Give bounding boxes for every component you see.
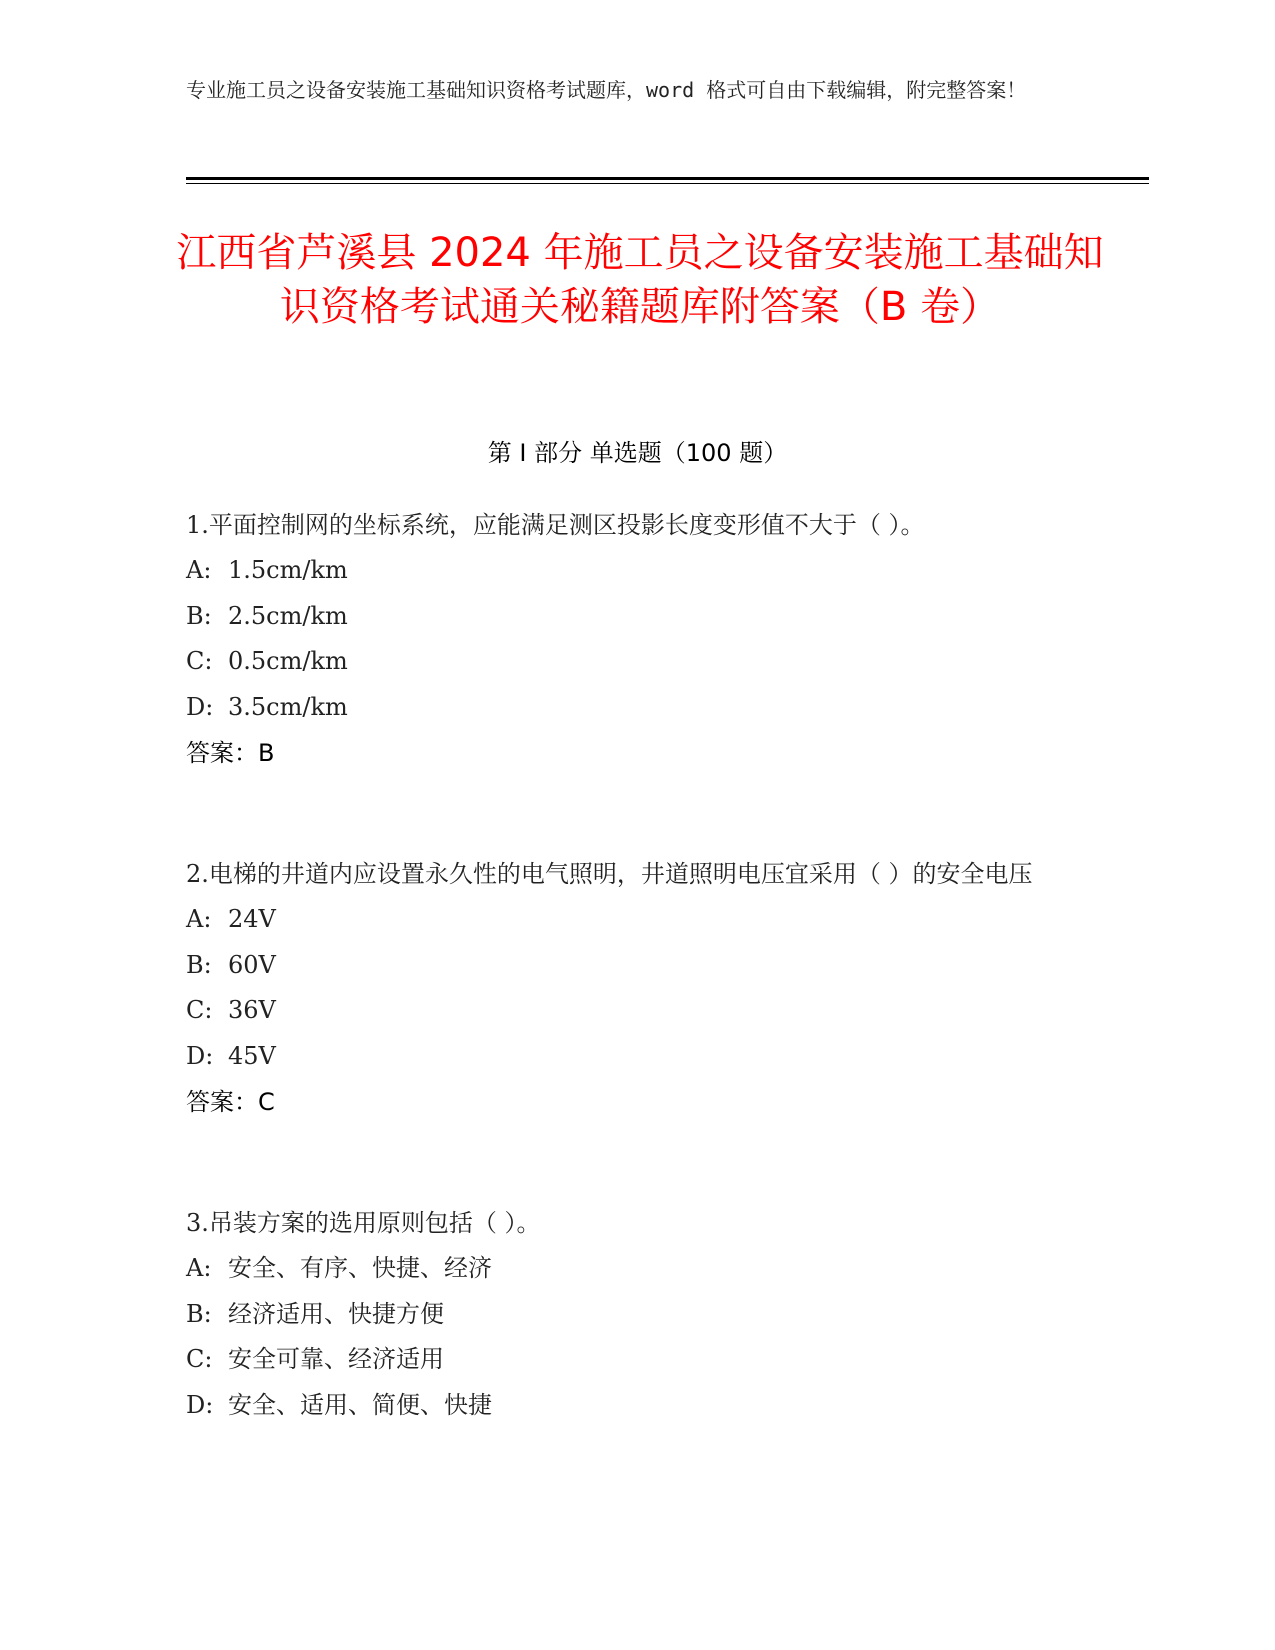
- option-text: 经济适用、快捷方便: [228, 1299, 444, 1328]
- question-text: 2.电梯的井道内应设置永久性的电气照明，井道照明电压宜采用（ ）的安全电压: [186, 860, 1033, 888]
- option-letter: C:: [186, 647, 213, 675]
- option-d: [186, 685, 1086, 731]
- option-letter: B:: [186, 601, 212, 630]
- option-text: 60V: [228, 950, 276, 979]
- option-d: [186, 1383, 1086, 1429]
- header-rule-thin: [186, 183, 1149, 184]
- option-letter: B:: [186, 1299, 212, 1328]
- option-text: 安全、有序、快捷、经济: [228, 1254, 492, 1282]
- option-text: 3.5cm/km: [228, 692, 348, 721]
- section-heading: 第 I 部分 单选题（100 题）: [487, 439, 788, 467]
- header-note: 专业施工员之设备安装施工基础知识资格考试题库，word 格式可自由下载编辑，附完整答案！: [186, 78, 1027, 102]
- question-text: 3.吊装方案的选用原则包括（ ）。: [186, 1209, 541, 1237]
- option-b: [186, 594, 1086, 640]
- document-title: 江西省芦溪县 2024 年施工员之设备安装施工基础知识资格考试通关秘籍题库附答案（B 卷）: [176, 230, 1104, 330]
- option-letter: A:: [186, 1254, 212, 1282]
- question-text: 1.平面控制网的坐标系统，应能满足测区投影长度变形值不大于（ ）。: [186, 511, 925, 539]
- option-text: 45V: [228, 1041, 276, 1070]
- question-3: [186, 1200, 1086, 1428]
- header-rule-thick: [186, 177, 1149, 180]
- option-d: [186, 1034, 1086, 1080]
- option-letter: D:: [186, 692, 214, 721]
- question-2: [186, 851, 1086, 1125]
- option-text: 24V: [228, 905, 276, 933]
- option-c: [186, 988, 1086, 1034]
- option-c: [186, 1337, 1086, 1383]
- question-1: [186, 502, 1086, 776]
- option-letter: B:: [186, 950, 212, 979]
- option-a: [186, 548, 1086, 594]
- option-letter: A:: [186, 556, 212, 584]
- option-c: [186, 639, 1086, 685]
- option-a: [186, 897, 1086, 943]
- option-letter: D:: [186, 1390, 214, 1419]
- option-letter: C:: [186, 1345, 213, 1373]
- option-letter: C:: [186, 996, 213, 1024]
- option-b: [186, 1292, 1086, 1338]
- answer-label: 答案：C: [186, 1088, 275, 1116]
- answer-label: 答案：B: [186, 739, 275, 767]
- option-b: [186, 943, 1086, 989]
- option-text: 安全可靠、经济适用: [228, 1345, 444, 1373]
- option-a: [186, 1246, 1086, 1292]
- option-letter: D:: [186, 1041, 214, 1070]
- option-text: 安全、适用、简便、快捷: [228, 1390, 492, 1419]
- option-text: 1.5cm/km: [228, 556, 348, 584]
- option-text: 0.5cm/km: [228, 647, 348, 675]
- option-text: 2.5cm/km: [228, 601, 348, 630]
- option-text: 36V: [228, 996, 276, 1024]
- option-letter: A:: [186, 905, 212, 933]
